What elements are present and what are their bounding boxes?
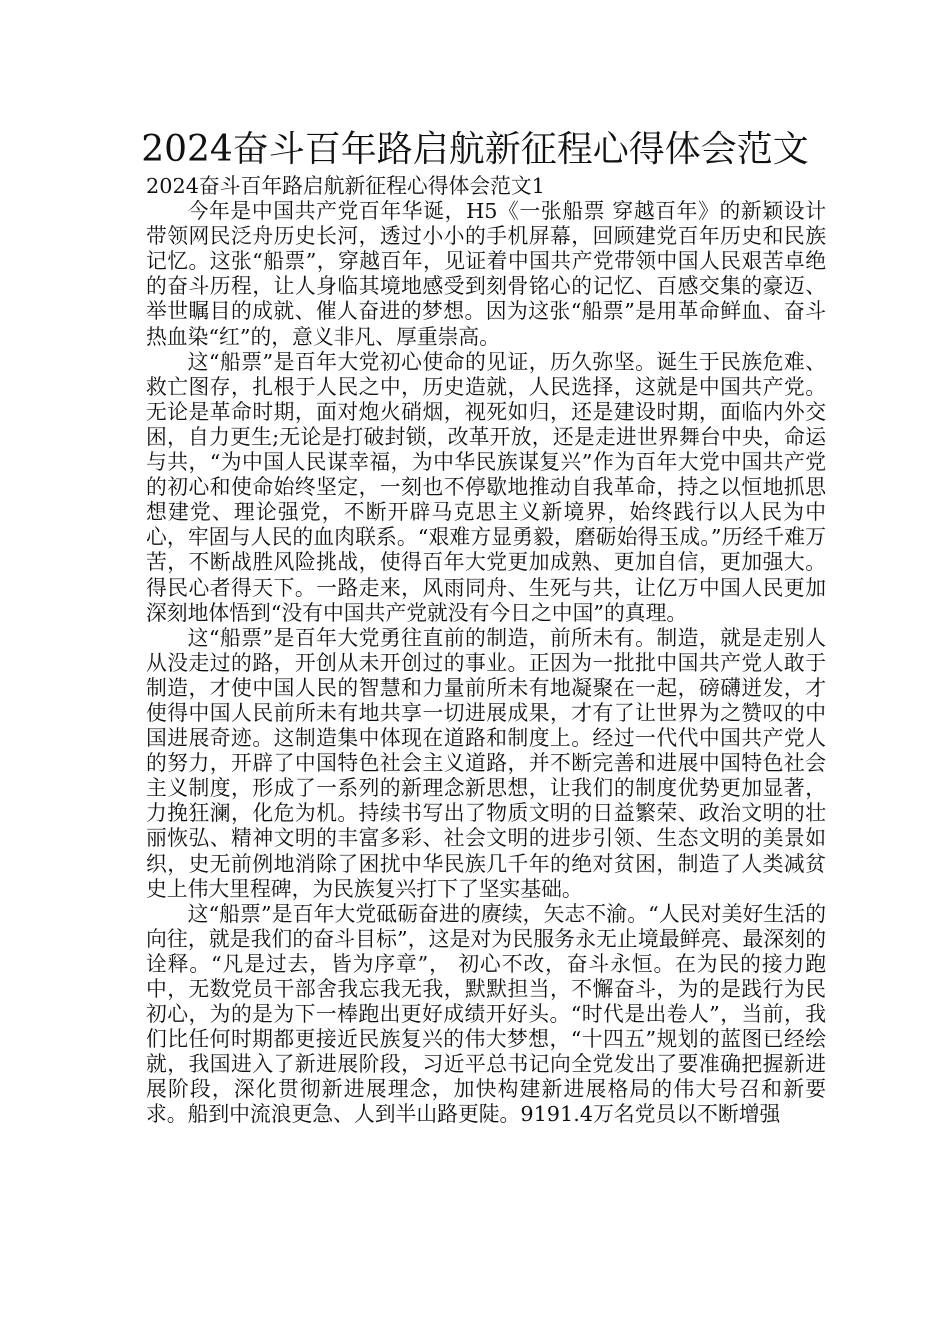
paragraph-1: 今年是中国共产党百年华诞，H5《一张船票 穿越百年》的新颖设计带领网民泛舟历史长河，透过小小的手机屏幕，回顾建党百年历史和民族记忆。这张“船票”，穿越百年，见证着中国共产党带领中国人民艰苦卓绝的奋斗历程，让人身临其境地感受到刻骨铭心的记忆、百感交集的豪迈、举世瞩目的成就、催人奋进的梦想。因为这张“船票”是用革命鲜血、奋斗热血染“红”的，意义非凡、厚重崇高。 xyxy=(146,199,826,349)
document-title: 2024奋斗百年路启航新征程心得体会范文 xyxy=(141,129,809,170)
document-subtitle: 2024奋斗百年路启航新征程心得体会范文1 xyxy=(146,174,545,198)
paragraph-4: 这“船票”是百年大党砥砺奋进的赓续，矢志不渝。“人民对美好生活的向往，就是我们的奋斗目标”，这是对为民服务永无止境最鲜亮、最深刻的诠释。“凡是过去，皆为序章”， 初心不改，奋斗永恒。在为民的接力跑中，无数党员干部舍我忘我无我，默默担当，不懈奋斗，为的是践行为民初心，为的是为下一棒跑出更好成绩开好头。“时代是出卷人”，当前，我们比任何时期都更接近民族复兴的伟大梦想，“十四五”规划的蓝图已经绘就，我国进入了新进展阶段，习近平总书记向全党发出了要准确把握新进展阶段，深化贯彻新进展理念，加快构建新进展格局的伟大号召和新要求。船到中流浪更急、人到半山路更陡。9191.4万名党员以不断增强 xyxy=(146,901,826,1127)
paragraph-3: 这“船票”是百年大党勇往直前的制造，前所未有。制造，就是走别人从没走过的路，开创从未开创过的事业。正因为一批批中国共产党人敢于制造，才使中国人民的智慧和力量前所未有地凝聚在一起，磅礴迸发，才使得中国人民前所未有地共享一切进展成果，才有了让世界为之赞叹的中国进展奇迹。这制造集中体现在道路和制度上。经过一代代中国共产党人的努力，开辟了中国特色社会主义道路，并不断完善和进展中国特色社会主义制度，形成了一系列的新理念新思想，让我们的制度优势更加显著，力挽狂澜，化危为机。持续书写出了物质文明的日益繁荣、政治文明的壮丽恢弘、精神文明的丰富多彩、社会文明的进步引领、生态文明的美景如织，史无前例地消除了困扰中华民族几千年的绝对贫困，制造了人类减贫史上伟大里程碑，为民族复兴打下了坚实基础。 xyxy=(146,625,826,901)
document-body xyxy=(146,174,826,1128)
paragraph-2: 这“船票”是百年大党初心使命的见证，历久弥坚。诞生于民族危难、救亡图存，扎根于人民之中，历史造就，人民选择，这就是中国共产党。无论是革命时期，面对炮火硝烟，视死如归，还是建设时期，面临内外交困，自力更生;无论是打破封锁，改革开放，还是走进世界舞台中央，命运与共，“为中国人民谋幸福，为中华民族谋复兴”作为百年大党中国共产党的初心和使命始终坚定，一刻也不停歇地推动自我革命，持之以恒地抓思想建党、理论强党，不断开辟马克思主义新境界，始终践行以人民为中心，牢固与人民的血肉联系。“艰难方显勇毅，磨砺始得玉成。”历经千难万苦，不断战胜风险挑战，使得百年大党更加成熟、更加自信，更加强大。得民心者得天下。一路走来，风雨同舟、生死与共，让亿万中国人民更加深刻地体悟到“没有中国共产党就没有今日之中国”的真理。 xyxy=(146,349,826,625)
